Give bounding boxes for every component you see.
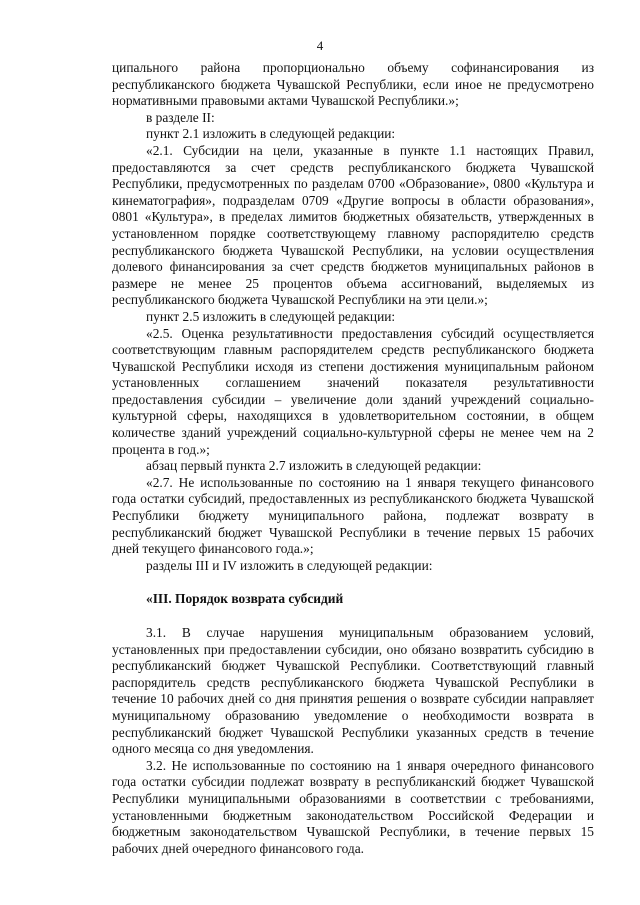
- paragraph-amend-2-5: пункт 2.5 изложить в следующей редакции:: [146, 308, 396, 324]
- paragraph-clause-3-1: 3.1. В случае нарушения муниципальным образованием условий, установленных при предоставлении субсидии, оно обязано возвратить субсидию в республиканский бюджет Чувашской Республики. Соответствующий главный распорядитель средств республиканского бюджета Чувашской Республики в течение 10 рабочих дней со дня принятия решения о возврате субсидии направляет муниципальному образованию уведомление о необходимости возврата в республиканский бюджет Чувашской Республики указанных средств в течение одного месяца со дня уведомления.: [112, 625, 594, 757]
- paragraph-clause-2-7: «2.7. Не использованные по состоянию на 1 января текущего финансового года остатки субсидий, предоставленных из республиканского бюджета Чувашской Республики бюджету муниципального района, подлежат возврату в республиканский бюджет Чувашской Республики в течение первых 15 рабочих дней текущего финансового года.»;: [112, 474, 594, 557]
- spacer: [112, 608, 594, 625]
- paragraph-clause-2-1: «2.1. Субсидии на цели, указанные в пункте 1.1 настоящих Правил, предоставляются за счет средств республиканского бюджета Чувашской Республики, предусмотренных по разделам 0700 «Образование», 0800 «Культура и кинематография», подразделам 0709 «Другие вопросы в области образования», 0801 «Культура», в пределах лимитов бюджетных обязательств, утвержденных в установленном порядке соответствующему главному распорядителю средств республиканского бюджета Чувашской Республики, на условии осуществления долевого финансирования за счет средств бюджетов муниципальных районов в размере не менее 25 процентов объема ассигнований, выделяемых из республиканского бюджета Чувашской Республики на эти цели.»;: [112, 142, 594, 308]
- paragraph-amend-2-1: пункт 2.1 изложить в следующей редакции:: [146, 126, 396, 142]
- paragraph-clause-3-2: 3.2. Не использованные по состоянию на 1 января очередного финансового года остатки субсидии подлежат возврату в республиканский бюджет Чувашской Республики муниципальными образованиями в соответствии с требованиями, установленными бюджетным законодательством Российской Федерации и бюджетным законодательством Чувашской Республики, в течение первых 15 рабочих дней очередного финансового года.: [112, 757, 594, 856]
- paragraph-amend-2-7: абзац первый пункта 2.7 изложить в следующей редакции:: [146, 458, 482, 474]
- paragraph-clause-2-5: «2.5. Оценка результативности предоставления субсидий осуществляется соответствующим главным распорядителем средств республиканского бюджета Чувашской Республики исходя из степени достижения муниципальным районом установленных соглашением значений показателя результативности предоставления субсидии – увеличение доли зданий учреждений социально-культурной сферы, находящихся в удовлетворительном состоянии, в общем количестве зданий учреждений социально-культурной сферы не менее чем на 2 процента в год.»;: [112, 325, 594, 457]
- page-number: 4: [316, 38, 324, 53]
- paragraph-amend-sections: разделы III и IV изложить в следующей редакции:: [146, 557, 433, 573]
- paragraph-section-ref: в разделе II:: [146, 109, 215, 125]
- section-heading: «III. Порядок возврата субсидий: [146, 591, 344, 607]
- paragraph-continuation: ципального района пропорционально объему софинансирования из республиканского бюджета Чувашской Республики, если иное не предусмотрено нормативными правовыми актами Чувашской Республики.»;: [112, 60, 594, 109]
- document-body: [112, 60, 594, 857]
- spacer: [112, 574, 594, 591]
